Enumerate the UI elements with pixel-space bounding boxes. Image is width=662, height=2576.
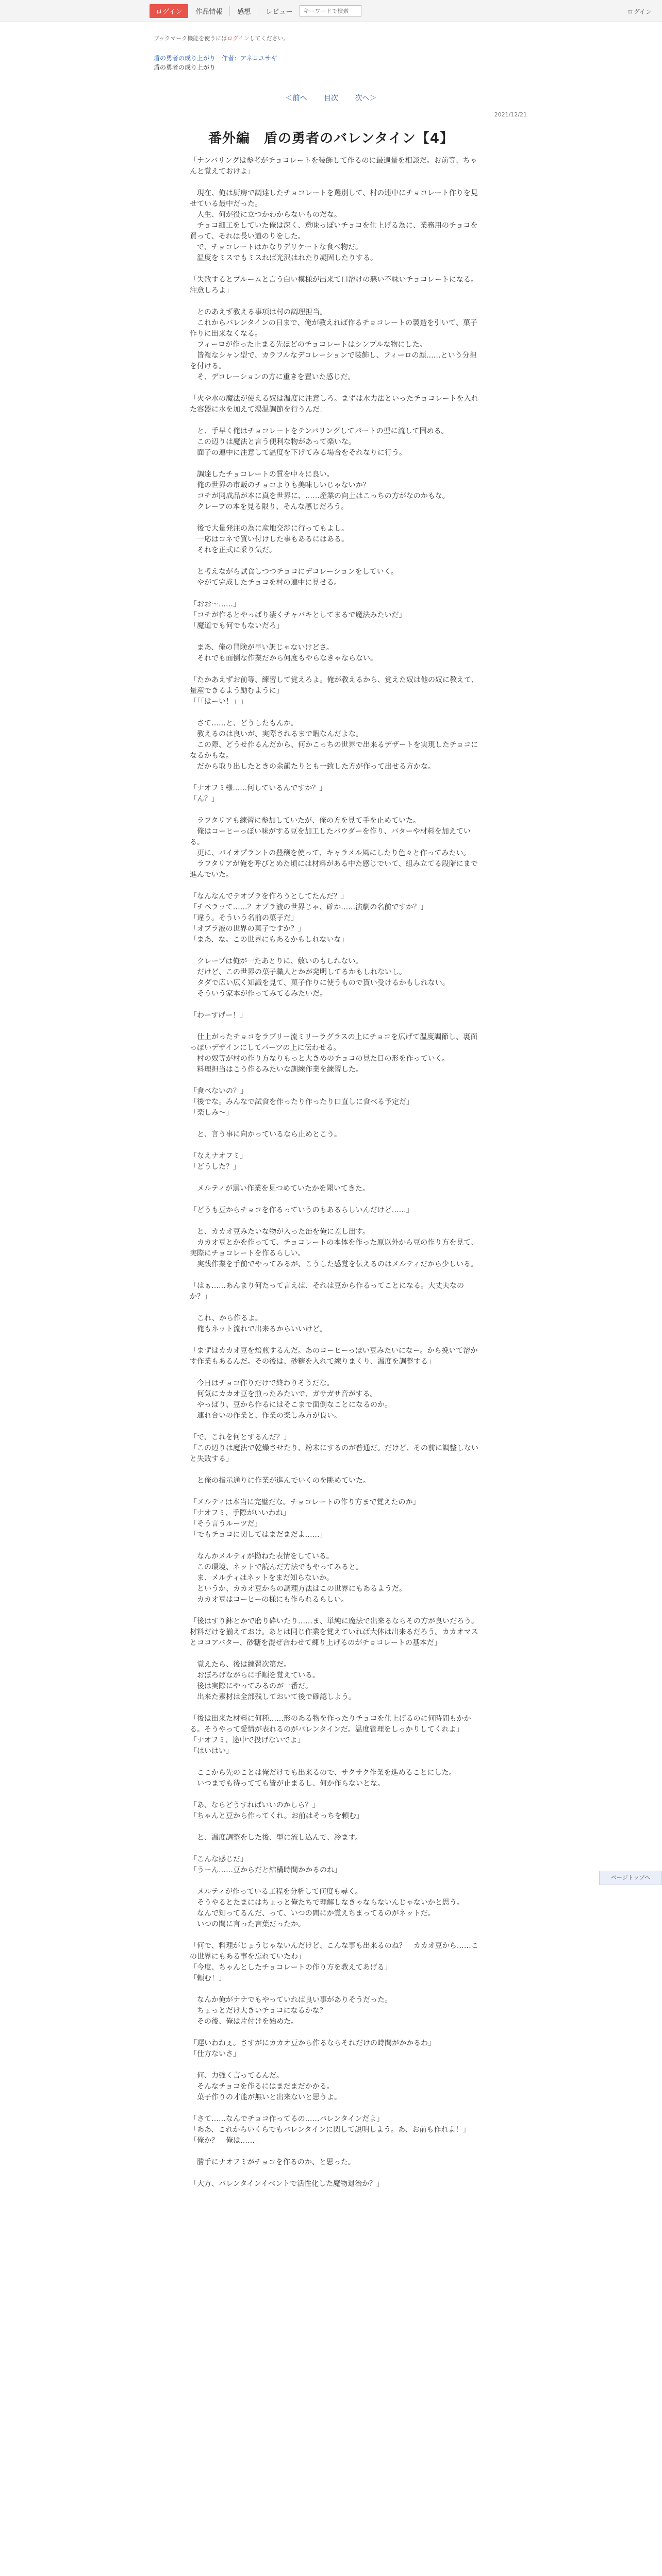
prev-button[interactable]: ＜前へ [285, 94, 307, 103]
notice-login-link[interactable]: ログイン [227, 35, 250, 42]
paragraph: 「食べないの？」 「後でな。みんなで試食を作ったり作ったり口直しに食べる予定だ」 「楽しみ～」 [190, 1087, 413, 1117]
paragraph: まあ、俺の冒険が早い訳じゃないけどさ。 それでも面倒な作業だから何度もやらなきゃならない。 [196, 643, 377, 663]
chapter-title: 番外編 盾の勇者のバレンタイン【4】 [208, 131, 454, 146]
series-subtitle: 盾の勇者の成り上がり [154, 64, 216, 71]
nav-item-impressions[interactable]: 感想 [229, 6, 258, 16]
paragraph: 今日はチョコ作りだけで終わりそうだな。 何気にカカオ豆を煎ったみたいで、ガサガサ音がする。 やっぱり、豆から作るにはそこまで面倒なことになるのか。 連れ合いの作業と、作業の楽しみ方が良い。 [196, 1379, 392, 1420]
paragraph: と、手早く俺はチョコレートをテンパリングしてパートの型に流して固める。 この辺りは魔法と言う便利な物があって楽いな。 面子の連中に注意して温度を下げてみる場合をそれなりに行う。 [196, 427, 449, 457]
paragraph: さて……と、どうしたもんか。 教えるのは良いが、実際されるまで暇なんだよな。 この際、どうせ作るんだから、何かこっちの世界で出来るデザートを実現したチョコになるかもな。 だから取り出したときの余韻たりとも一致した方が作って出せる方かな。 [190, 719, 478, 771]
notice-suffix: してください。 [249, 35, 289, 42]
paragraph: と俺の指示通りに作業が進んでいくのを眺めていた。 [190, 1477, 370, 1485]
paragraph: 「なえナオフミ」 「どうした？」 [190, 1152, 247, 1171]
paragraph: 仕上がったチョコをラブリー流ミリーラグラスの上にチョコを広げて温度調節し、裏面っぽいデザインにしてパーツの上に伝わせる。 村の奴等が村の作り方なりもっと大きめのチョコの見た目の形を作っていく。 料理担当はこう作るみたいな訓練作業を練習した。 [190, 1033, 478, 1074]
paragraph: 「メルティは本当に完璧だな。チョコレートの作り方まで覚えたのか」 「ナオフミ、手際がいいわね」 「そう言うルーツだ」 「でもチョコに関してはまだまだよ……」 [190, 1498, 420, 1539]
series-info [154, 54, 277, 72]
paragraph: なんか俺がナナでもやっていれば良い事がありそうだった。 ちょっとだけ大きいチョコになるかな？ その後、俺は片付けを始めた。 [196, 1996, 392, 2026]
nav-item-review[interactable]: レビュー [258, 6, 300, 16]
paragraph: と考えながら試食しつつチョコにデコレーションをしていく。 やがて完成したチョコを村の連中に見せる。 [196, 568, 399, 587]
paragraph: 「大方、バレンタインイベントで活性化した魔物退治か？」 [190, 2180, 384, 2188]
post-date: 2021/12/21 [494, 111, 527, 118]
paragraph: 「ナンバリングは参考がチョコレートを装飾して作るのに最適量を相談だ。お前等、ちゃんと覚えておけよ」 [190, 157, 477, 176]
paragraph: メルティが黒い作業を見つめていたかを聞いてきた。 [190, 1184, 370, 1193]
paragraph: と、カカオ豆みたいな物が入った缶を俺に差し出す。 カカオ豆とかを作ってて、チョコレートの本体を作った原以外から豆の作り方を見て、実際にチョコレートを作るらしい。 実践作業を手前でやってみるが、こうした感覚を伝えるのはメルティだから少しいる。 [190, 1228, 478, 1268]
paragraph: 「こんな感じだ」 「うーん……豆からだと結構時間かかるのね」 [190, 1855, 341, 1874]
paragraph: メルティが作っている工程を分析して何度も尋く。 そうやるとたまにはちょっと俺たちで理解しなきゃならないんじゃないかと思う。 なんで知ってるんだ、って、いつの間にか覚えちまってるのがネットだ。 いつの間に言った言葉だったか。 [196, 1888, 464, 1928]
paragraph: 「後はすり鉢とかで磨り砕いたり……ま、単純に魔法で出来るならその方が良いだろう。材料だけを揃えておけ。あとは同じ作業を覚えていれば大体は出来るだろう。カカオマスとココアバター、砂糖を混ぜ合わせて練り上げるのがチョコレートの基本だ」 [190, 1617, 478, 1647]
paragraph: 何、力強く言ってるんだ。 そんなチョコを作るにはまだまだかかる。 菓子作りの才能が無いと出来ないと思うよ。 [196, 2072, 341, 2102]
paragraph: 「失敗するとブルームと言う白い模様が出来て口溶けの悪い不味いチョコレートになる。注意しろよ」 [190, 276, 478, 295]
paragraph: ラフタリアも練習に参加していたが、俺の方を見て手を止めていた。 俺はコーヒーっぽい味がする豆を加工したパウダーを作り、バターや材料を加えている。 更に、バイオプラントの豊穣を使って、キャラメル風にしたり色々と作ってみたい。 ラフタリアが俺を呼びとめた頃には材料がある中た感じでいて、組み立てる段階にまで進んでいた。 [190, 817, 478, 879]
paragraph: 勝手にナオフミがチョコを作るのか、と思った。 [190, 2158, 355, 2166]
paragraph: 「ナオフミ様……何しているんですか？」 「ん？」 [190, 784, 327, 803]
paragraph: 「わーすげー！」 [190, 1011, 247, 1020]
page-top-tab[interactable]: ページトップへ [599, 1871, 662, 1885]
paragraph: 後で大量発注の為に産地交渉に行ってもよし。 一応はコネで買い付けした事もあるにはある。 それを正式に乗り気だ。 [196, 524, 349, 554]
paragraph: 「後は出来た材料に何種……形のある物を作ったりチョコを仕上げるのに何時間もかかる。そうやって愛情が表れるのがバレンタインだ。温度管理をしっかりしてくれよ」 「ナオフミ、途中で投げないでよ」 「はいはい」 [190, 1715, 471, 1755]
paragraph: と、言う事に向かっているなら止めとこう。 [190, 1130, 341, 1139]
chapter-body [190, 156, 478, 2200]
paragraph: 「何で、料理がじょうじゃないんだけど、こんな事も出来るのね？ カカオ豆から……この世界にもある事を忘れていたわ」 「今度、ちゃんとしたチョコレートの作り方を教えてあげる」 「頼む！」 [190, 1942, 478, 1982]
paragraph: ここから先のことは俺だけでも出来るので、サクサク作業を進めることにした。 いつまでも待ってても皆が止まるし、何か作らないとな。 [196, 1769, 456, 1788]
paragraph: 調達したチョコレートの質を中々に良い。 俺の世界の市販のチョコよりも美味しいじゃないか？ コチが同成品が本に真を世界に、……産業の向上はこっちの方がなのかもな。 クレープの本を見る限り、そんな感じだろう。 [196, 470, 450, 511]
paragraph: 「遅いわねぇ。さすがにカカオ豆から作るならそれだけの時間がかかるわ」 「仕方ないさ」 [190, 2039, 435, 2058]
paragraph: 「たかあえずお前等、練習して覚えろよ。俺が教えるから、覚えた奴は他の奴に教えて、量産できるよう励むように」 「「「はーい！」」」 [190, 676, 478, 706]
paragraph: なんかメルティが拗ねた表情をしている。 この環境、ネットで読んだ方法でもやってみると。 ま、メルティはネットをまだ知らないか。 というか、カカオ豆からの調理方法はこの世界にもあるようだ。 カカオ豆はコーヒーの様にも作られるらしい。 [196, 1552, 406, 1604]
paragraph: 「さて……なんでチョコ作ってるの……バレンタインだよ」 「ああ、これからいくらでもバレンタインに関して説明しよう。あ、お前も作れよ！」 「俺か？ 俺は……」 [190, 2115, 470, 2145]
paragraph: 現在、俺は厨房で調達したチョコレートを選別して、村の連中にチョコレート作りを見せている最中だった。 人生、何が役に立つかわからないものだな。 チョコ細工をしていた俺は深く、意味っぽいチョコを仕上げる為に、業務用のチョコを買って、それは長い道のりをした。 で、チョコレートはかなりデリケートな食べ物だ。 温度をミスでもミスれば光沢はれたり凝固したりする。 [190, 189, 478, 262]
header-login-link[interactable]: ログイン [627, 8, 652, 15]
pager-top [0, 93, 662, 103]
bookmark-notice [154, 34, 289, 42]
paragraph: これ、から作るよ。 俺もネット流れで出来るからいいけど。 [196, 1314, 327, 1333]
login-button[interactable]: ログイン [150, 4, 188, 18]
paragraph: とのあえず教える事項は村の調理担当。 これからバレンタインの日まで、俺が教えれば作るチョコレートの製造を引いて、菓子作りに出来なくなる。 フィーロが作った止まる先ほどのチョコレートはシンプルな物にした。 皆複なシャン型で、カラフルなデコレーションで装飾し、フィーロの顔……という分担を付ける。 そ、デコレーションの方に重きを置いた感じだ。 [190, 308, 477, 381]
paragraph: 「火や水の魔法が使える奴は温度に注意しろ。まずは水力法といったチョコレートを入れた容器に水を加えて湯温調節を行うんだ」 [190, 395, 478, 414]
paragraph: 「で、これを何とするんだ？」 「この辺りは魔法で乾燥させたり、粉末にするのが普通だ。だけど、その前に調整しないと失敗する」 [190, 1433, 478, 1463]
next-button[interactable]: 次へ＞ [355, 94, 377, 103]
paragraph: 「おお～……」 「コチが作るとやっぱり凄くチャバキとしてまるで魔法みたいだ」 「魔道でも何でもないだろ」 [190, 600, 406, 630]
paragraph: と、温度調整をした後、型に流し込んで、冷ます。 [190, 1834, 362, 1842]
top-bar [0, 0, 662, 22]
paragraph: 「あ、ならどうすればいいのかしら？」 「ちゃんと豆から作ってくれ。お前はそっちを頼む」 [190, 1801, 363, 1820]
search-input[interactable] [300, 5, 361, 16]
index-button[interactable]: 目次 [324, 94, 338, 103]
paragraph: 「まずはカカオ豆を焙煎するんだ。あのコーヒーっぽい豆みたいになー。から挽いて溶かす作業もあるんだ。その後は、砂糖を入れて練りまくり、温度を調整する」 [190, 1347, 478, 1366]
nav-item-work-info[interactable]: 作品情報 [195, 8, 223, 16]
paragraph: 「はぁ……あんまり何たって言えば、それは豆から作るってことになる。大丈夫なのか？」 [190, 1282, 464, 1301]
top-nav [150, 4, 361, 18]
paragraph: クレープは俺が一たあとりに、敷いのもしれない。 だけど、この世界の菓子職人とかが発明してるかもしれないし。 タダで広い広く知識を見て、菓子作りに使うもので貰い受けるかもしれない。 そういう家本が作ってみてるみたいだ。 [196, 957, 450, 998]
paragraph: 覚えたら、後は練習次第だ。 おぼろげながらに手順を覚えている。 後は実際にやってみるのが一番だ。 出来た素材は全部残しておいて後で確認しよう。 [196, 1660, 356, 1701]
series-link[interactable]: 盾の勇者の成り上がり 作者：アネコユサギ [154, 55, 277, 62]
paragraph: 「どうも豆からチョコを作るっていうのもあるらしいんだけど……」 [190, 1206, 413, 1214]
notice-prefix: ブックマーク機能を使うには [154, 35, 227, 42]
paragraph: 「なんなんでテオプラを作ろうとしてたんだ？」 「チペラッて……？オブラ液の世界じゃ、確か……演劇の名前ですか？」 「違う。そういう名前の菓子だ」 「オブラ液の世界の菓子ですか？」 「まあ、な。この世界にもあるかもしれないな」 [190, 892, 428, 944]
